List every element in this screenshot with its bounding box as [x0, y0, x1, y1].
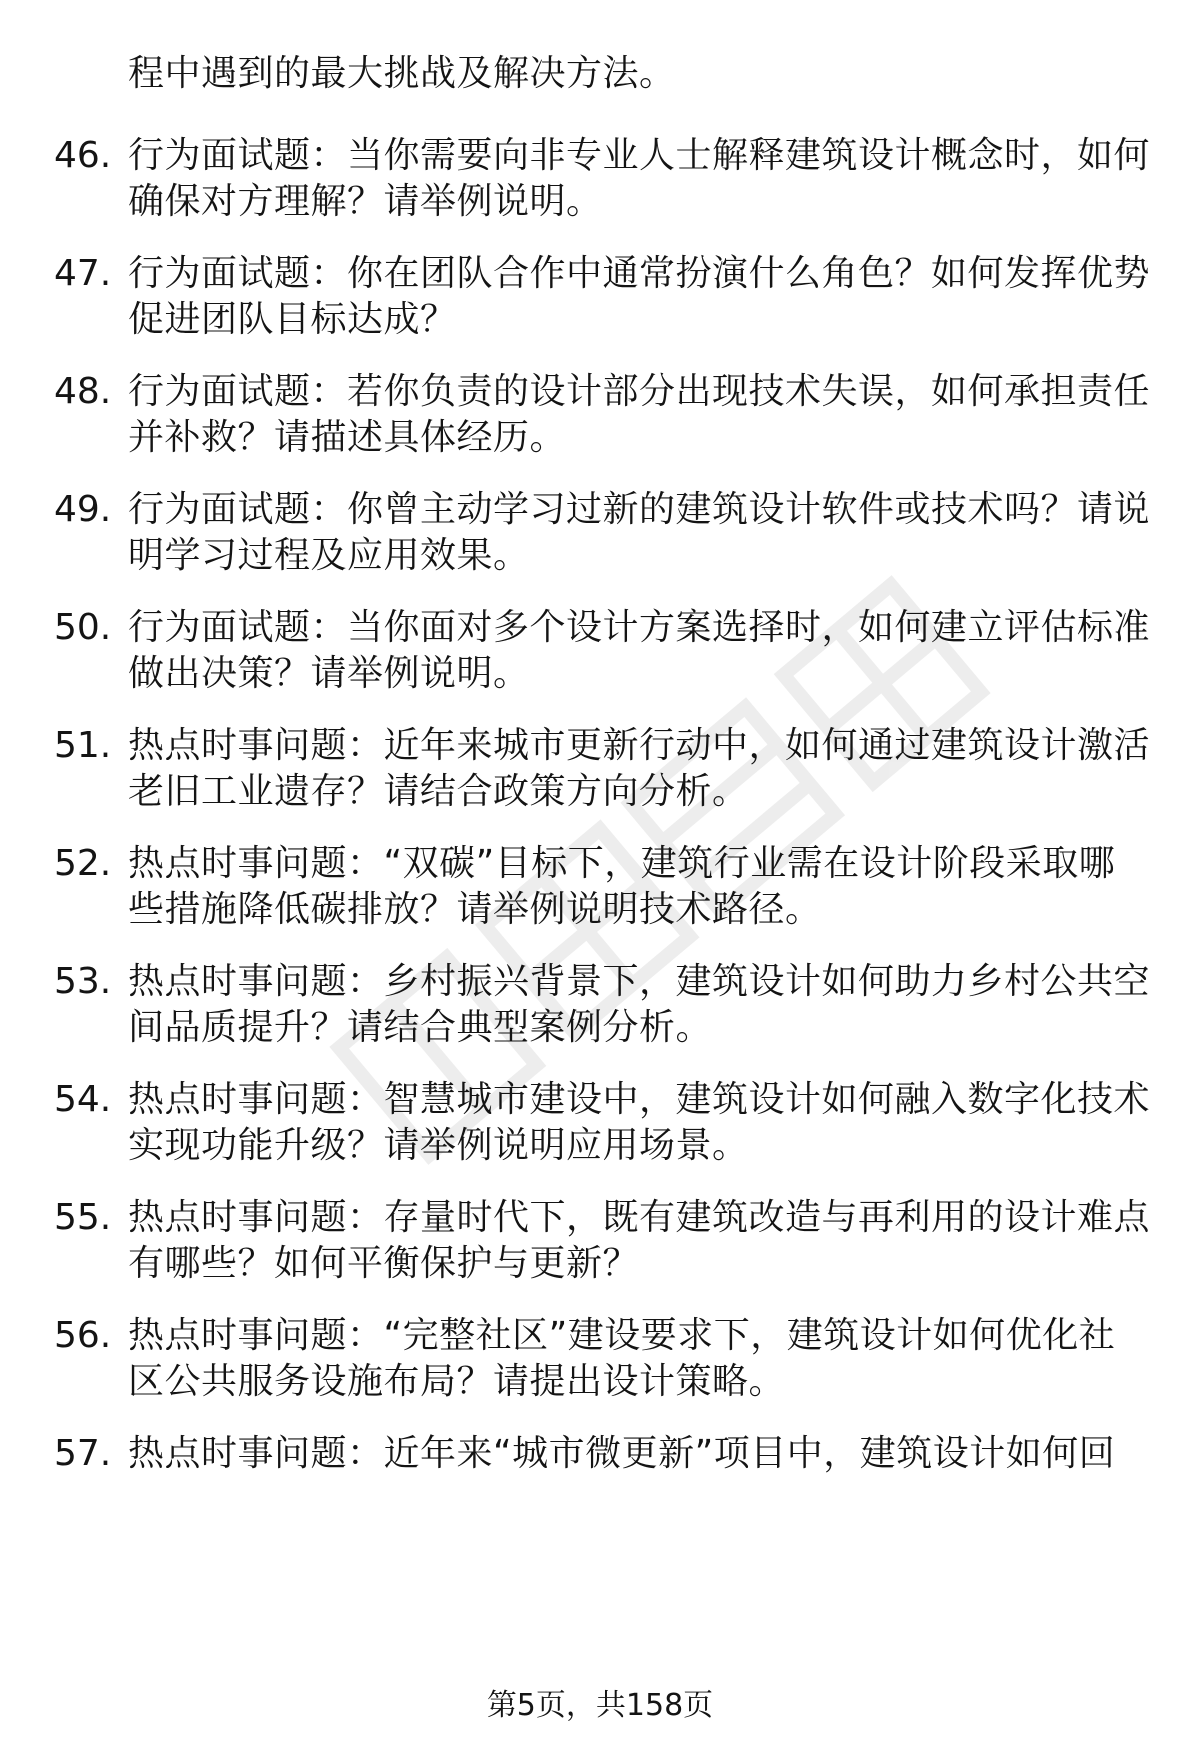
item-number: 55.	[54, 1197, 112, 1238]
item-number: 46.	[54, 135, 112, 176]
item-text-line-2: 区公共服务设施布局？请提出设计策略。	[128, 1361, 786, 1402]
item-number: 57.	[54, 1433, 112, 1474]
item-text-line-1: 热点时事问题：存量时代下，既有建筑改造与再利用的设计难点	[128, 1197, 1151, 1238]
item-text-line-1: 热点时事问题：近年来城市更新行动中，如何通过建筑设计激活	[128, 725, 1151, 766]
item-number: 53.	[54, 961, 112, 1002]
item-number: 50.	[54, 607, 112, 648]
item-text-line-2: 间品质提升？请结合典型案例分析。	[128, 1007, 713, 1048]
item-text-line-1: 热点时事问题：“双碳”目标下，建筑行业需在设计阶段采取哪	[128, 843, 1116, 884]
item-text-line-1: 行为面试题：你曾主动学习过新的建筑设计软件或技术吗？请说	[128, 489, 1151, 530]
item-number: 48.	[54, 371, 112, 412]
item-text-line-2: 实现功能升级？请举例说明应用场景。	[128, 1125, 749, 1166]
item-text-line-2: 并补救？请描述具体经历。	[128, 417, 567, 458]
item-number: 54.	[54, 1079, 112, 1120]
item-text-line-1: 行为面试题：当你需要向非专业人士解释建筑设计概念时，如何	[128, 135, 1151, 176]
page-footer: 第5页，共158页	[486, 1688, 714, 1723]
item-text-line-1: 行为面试题：若你负责的设计部分出现技术失误，如何承担责任	[128, 371, 1151, 412]
item-text-line-1: 热点时事问题：“完整社区”建设要求下，建筑设计如何优化社	[128, 1315, 1116, 1356]
item-text-line-1: 行为面试题：当你面对多个设计方案选择时，如何建立评估标准	[128, 607, 1151, 648]
item-number: 49.	[54, 489, 112, 530]
item-number: 47.	[54, 253, 112, 294]
continuation-text: 程中遇到的最大挑战及解决方法。	[128, 53, 676, 94]
item-text-line-2: 促进团队目标达成？	[128, 299, 457, 340]
item-text-line-1: 热点时事问题：智慧城市建设中，建筑设计如何融入数字化技术	[128, 1079, 1151, 1120]
item-text-line-1: 行为面试题：你在团队合作中通常扮演什么角色？如何发挥优势	[128, 253, 1151, 294]
item-text-line-2: 老旧工业遗存？请结合政策方向分析。	[128, 771, 749, 812]
item-text-line-2: 明学习过程及应用效果。	[128, 535, 530, 576]
item-number: 52.	[54, 843, 112, 884]
item-text-line-2: 有哪些？如何平衡保护与更新？	[128, 1243, 640, 1284]
item-text-line-2: 些措施降低碳排放？请举例说明技术路径。	[128, 889, 822, 930]
item-text-line-1: 热点时事问题：近年来“城市微更新”项目中，建筑设计如何回	[128, 1433, 1116, 1474]
item-text-line-1: 热点时事问题：乡村振兴背景下，建筑设计如何助力乡村公共空	[128, 961, 1151, 1002]
item-number: 56.	[54, 1315, 112, 1356]
item-text-line-2: 确保对方理解？请举例说明。	[128, 181, 603, 222]
item-text-line-2: 做出决策？请举例说明。	[128, 653, 530, 694]
item-number: 51.	[54, 725, 112, 766]
